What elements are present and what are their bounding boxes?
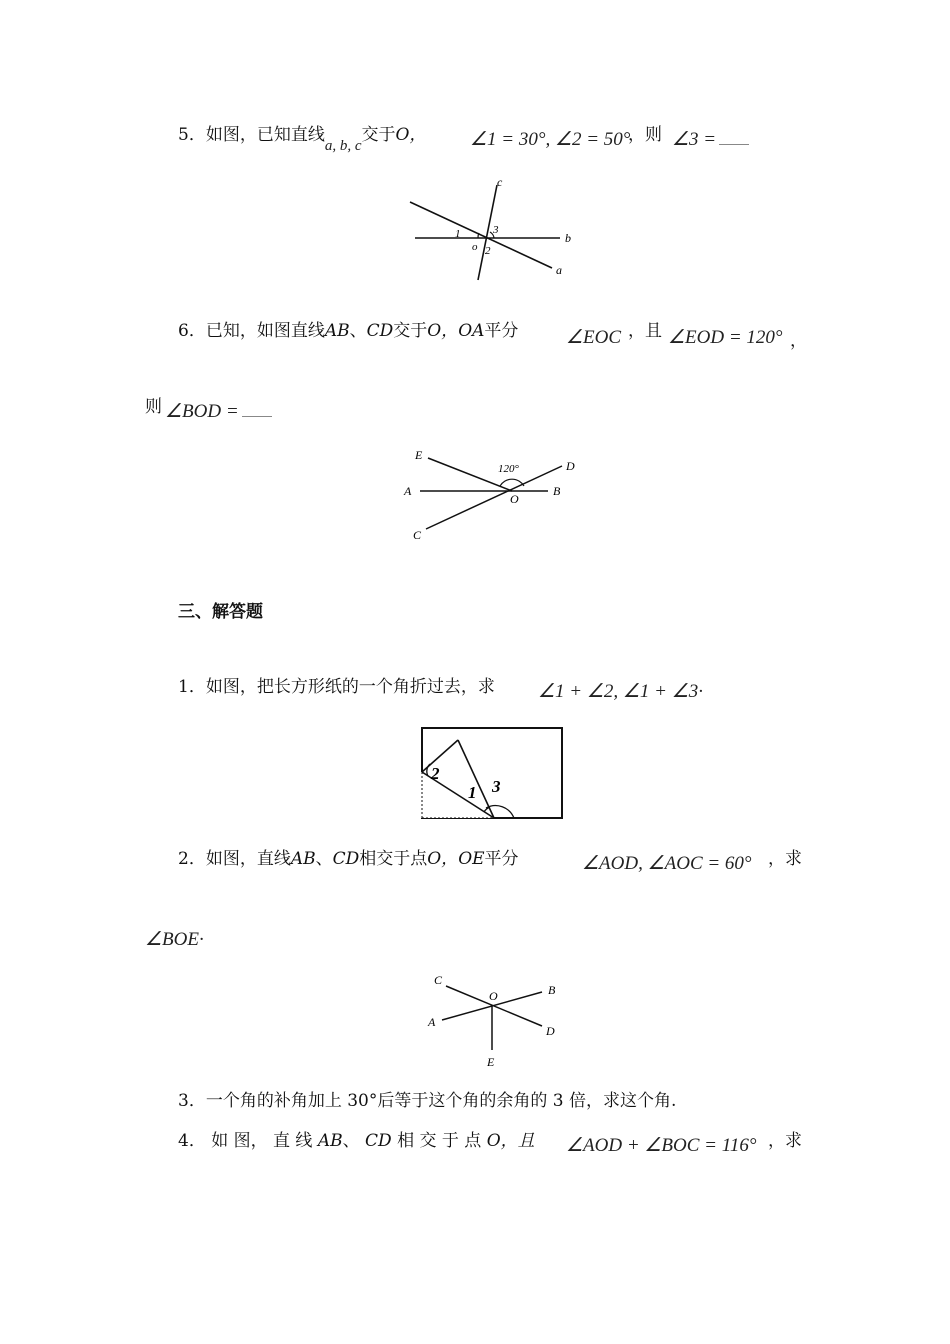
label-D: D [546,1024,555,1038]
q5-prefix: 5．如图，已知直线 [178,125,325,145]
p2-prefix: 2．如图，直线 [178,849,291,869]
p4-expr: ∠AOD + ∠BOC = 116° [566,1135,757,1156]
p4-o: O，且 [486,1131,535,1151]
p2-boe-text: ∠BOE [145,929,199,950]
q6-then: 则 [145,397,162,417]
p4-mid: 相 交 于 点 [397,1131,482,1151]
p2-cd: CD [332,849,360,869]
label-3: 3 [493,224,499,236]
section-title: 三、解答题 [178,602,263,622]
q6-answer-blank[interactable] [242,402,272,417]
p2-boe [145,928,204,951]
p2-sep: 、 [315,849,333,869]
q6-prefix: 6．已知，如图直线 [178,321,325,341]
q5-figure [400,172,590,284]
label-C: C [434,973,443,987]
p1-prefix: 1．如图，把长方形纸的一个角折过去，求 [178,677,495,697]
p2-figure [420,968,570,1074]
label-3: 3 [492,777,501,796]
q5-middle: 交于 [361,125,396,145]
p1-expr-text: ∠1 + ∠2, ∠1 + ∠3 [538,681,699,702]
label-120: 120° [498,463,519,475]
label-B: B [548,983,556,997]
p4-cd: CD [365,1131,392,1151]
label-D: D [566,459,575,473]
p4-ab: AB [317,1131,343,1151]
label-O: O [510,492,519,506]
q6-ask [165,400,272,423]
p4-sep: 、 [342,1131,360,1151]
p3-text: 3．一个角的补角加上 30°后等于这个角的余角的 3 倍，求这个角. [178,1091,677,1111]
p1-dot: · [698,681,704,702]
label-A: A [428,1015,436,1029]
label-1: 1 [455,228,461,240]
label-2: 2 [431,764,440,783]
q6-ask-text: ∠BOD = [165,401,239,422]
label-2: 2 [485,245,491,257]
label-B: B [553,484,561,498]
q6-oa: OA [458,321,485,341]
p1-figure [418,724,568,822]
p2-line [178,844,519,869]
q6-eoc: ∠EOC [566,327,622,348]
label-O: O [489,989,498,1003]
p2-mid2: 平分 [484,849,519,869]
q6-mid1: 交于 [393,321,428,341]
q6-sep: 、 [349,321,367,341]
q6-and: ，且 [628,321,662,341]
q5-then: ，则 [628,125,662,145]
label-E: E [415,448,423,462]
q5-ask-text: ∠3 = [672,129,717,150]
label-A: A [404,484,412,498]
q5-ask [672,128,749,151]
label-c: c [497,175,503,189]
q5-answer-blank[interactable] [719,130,749,145]
line-a [410,202,552,268]
p2-ask: ，求 [768,849,802,869]
p2-expr: ∠AOD, ∠AOC = 60° [582,853,752,874]
q6-mid2: 平分 [484,321,519,341]
q6-line [178,316,518,341]
q6-figure [400,446,590,546]
p2-o: O， [427,849,459,869]
label-C: C [413,528,422,542]
p2-dot: · [198,929,204,950]
q6-cd: CD [366,321,394,341]
label-a: a [556,263,562,277]
q5-line [178,120,427,154]
q6-eod: ∠EOD = 120° [668,327,783,348]
p1-expr [538,680,703,703]
p2-ab: AB [290,849,316,869]
p4-ask: ，求 [768,1131,802,1151]
label-o: o [472,241,478,253]
label-E: E [487,1055,495,1069]
line-cd [426,466,562,529]
q5-point: O， [395,125,427,145]
p2-oe: OE [458,849,485,869]
p4-prefix: 4． 如 图， 直 线 [178,1131,313,1151]
q6-ab: AB [324,321,350,341]
label-b: b [565,231,571,245]
q5-angles: ∠1 = 30°, ∠2 = 50° [470,129,631,150]
q5-lines: a, b, c [324,138,362,154]
p4-line [178,1126,535,1151]
p2-mid1: 相交于点 [359,849,428,869]
q6-o: O， [427,321,459,341]
q6-comma: ， [790,331,807,351]
label-1: 1 [468,783,477,802]
